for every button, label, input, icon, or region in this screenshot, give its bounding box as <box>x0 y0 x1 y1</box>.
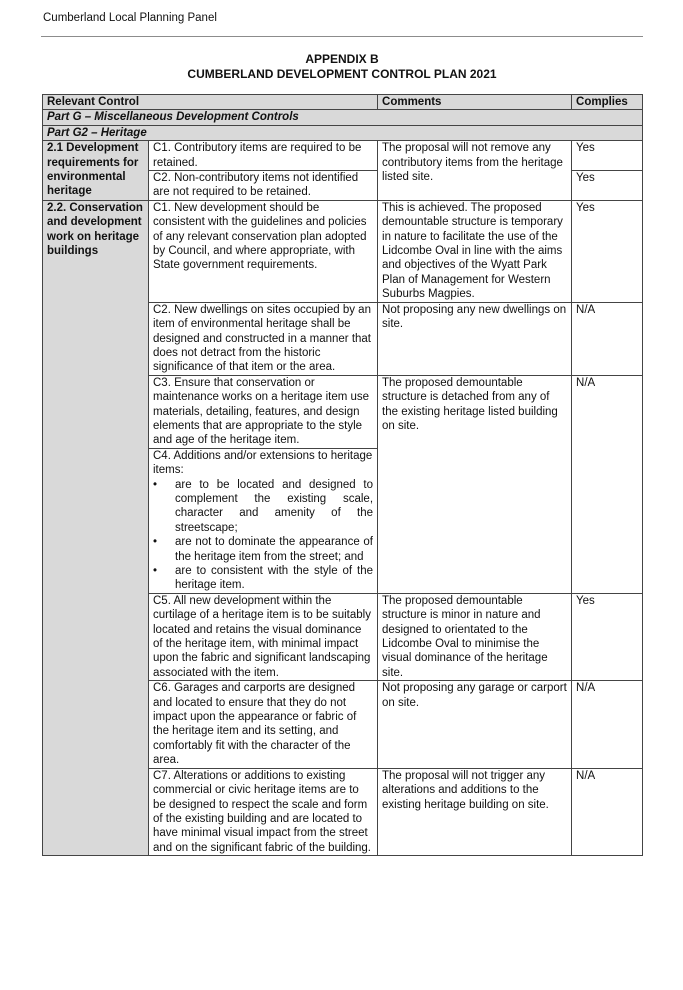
control-clause-c4 <box>153 449 373 593</box>
complies-cell: Yes <box>572 593 643 680</box>
comment-cell: The proposal will not remove any contributory items from the heritage listed site. <box>378 141 572 201</box>
comment-cell: Not proposing any new dwellings on site. <box>378 302 572 375</box>
control-clause: C2. New dwellings on sites occupied by an item of environmental heritage shall be designed and constructed in a manner that does not detract from the historic significance of that item or the area. <box>149 302 378 375</box>
plan-title: CUMBERLAND DEVELOPMENT CONTROL PLAN 2021 <box>187 66 497 81</box>
col-header-relevant-control: Relevant Control <box>43 95 378 110</box>
table-row <box>43 200 643 302</box>
running-header: Cumberland Local Planning Panel <box>43 12 217 24</box>
complies-cell: N/A <box>572 302 643 375</box>
section-label-part-g2: Part G2 – Heritage <box>43 125 643 140</box>
clause-intro: C4. Additions and/or extensions to heritage items: <box>153 449 373 477</box>
control-heading-2-2: 2.2. Conservation and development work on heritage buildings <box>43 200 149 855</box>
control-clause: C6. Garages and carports are designed and located to ensure that they do not impact upon the appearance or fabric of the heritage item and its setting, and comfortably fit with the character of the area. <box>149 681 378 768</box>
control-clause: C3. Ensure that conservation or maintenance works on a heritage item use materials, detailing, features, and design elements that are appropriate to the style and age of the heritage item. <box>149 376 377 449</box>
col-header-comments: Comments <box>378 95 572 110</box>
table-header-row <box>43 95 643 110</box>
appendix-title: APPENDIX B <box>305 52 379 66</box>
header-divider <box>41 36 643 37</box>
control-clause: C2. Non-contributory items not identified are not required to be retained. <box>149 171 378 201</box>
control-heading-2-1: 2.1 Development requirements for environmental heritage <box>43 141 149 201</box>
list-item: • are to be located and designed to complement the existing scale, character and amenity of the streetscape; <box>153 478 373 536</box>
comment-cell: This is achieved. The proposed demountable structure is temporary in nature to facilitate the use of the Lidcombe Oval in line with the aims and objectives of the Wyatt Park Plan of Management for Western Suburbs Magpies. <box>378 200 572 302</box>
comment-cell: Not proposing any garage or carport on site. <box>378 681 572 768</box>
section-label-part-g: Part G – Miscellaneous Development Controls <box>43 110 643 125</box>
complies-cell: N/A <box>572 375 643 593</box>
section-row-part-g <box>43 110 643 125</box>
control-clause: C5. All new development within the curtilage of a heritage item is to be suitably located and retains the visual dominance of the heritage item, with minimal impact upon the fabric and significant landscaping associated with the item. <box>149 593 378 680</box>
comment-cell: The proposed demountable structure is minor in nature and designed to orientated to the Lidcombe Oval to minimise the visual dominance of the heritage site. <box>378 593 572 680</box>
control-clause: C1. Contributory items are required to be retained. <box>149 141 378 171</box>
complies-cell: Yes <box>572 171 643 201</box>
list-item: • are to consistent with the style of the heritage item. <box>153 564 373 593</box>
complies-cell: N/A <box>572 768 643 855</box>
table-row <box>43 141 643 171</box>
complies-cell: Yes <box>572 141 643 171</box>
complies-cell: Yes <box>572 200 643 302</box>
control-clause-stack <box>149 375 378 593</box>
list-item: • are not to dominate the appearance of the heritage item from the street; and <box>153 535 373 564</box>
complies-cell: N/A <box>572 681 643 768</box>
bullet-list <box>153 478 373 593</box>
document-title-block <box>42 52 642 81</box>
comment-cell: The proposal will not trigger any alterations and additions to the existing heritage building on site. <box>378 768 572 855</box>
compliance-table <box>42 94 643 856</box>
control-clause: C7. Alterations or additions to existing commercial or civic heritage items are to be designed to respect the scale and form of the existing building and are located to have minimal visual impact from the street and on the significant fabric of the building. <box>149 768 378 855</box>
section-row-part-g2 <box>43 125 643 140</box>
control-clause: C1. New development should be consistent with the guidelines and policies of any relevant conservation plan adopted by Council, and where appropriate, with State government requirements. <box>149 200 378 302</box>
col-header-complies: Complies <box>572 95 643 110</box>
comment-cell: The proposed demountable structure is detached from any of the existing heritage listed building on site. <box>378 375 572 593</box>
